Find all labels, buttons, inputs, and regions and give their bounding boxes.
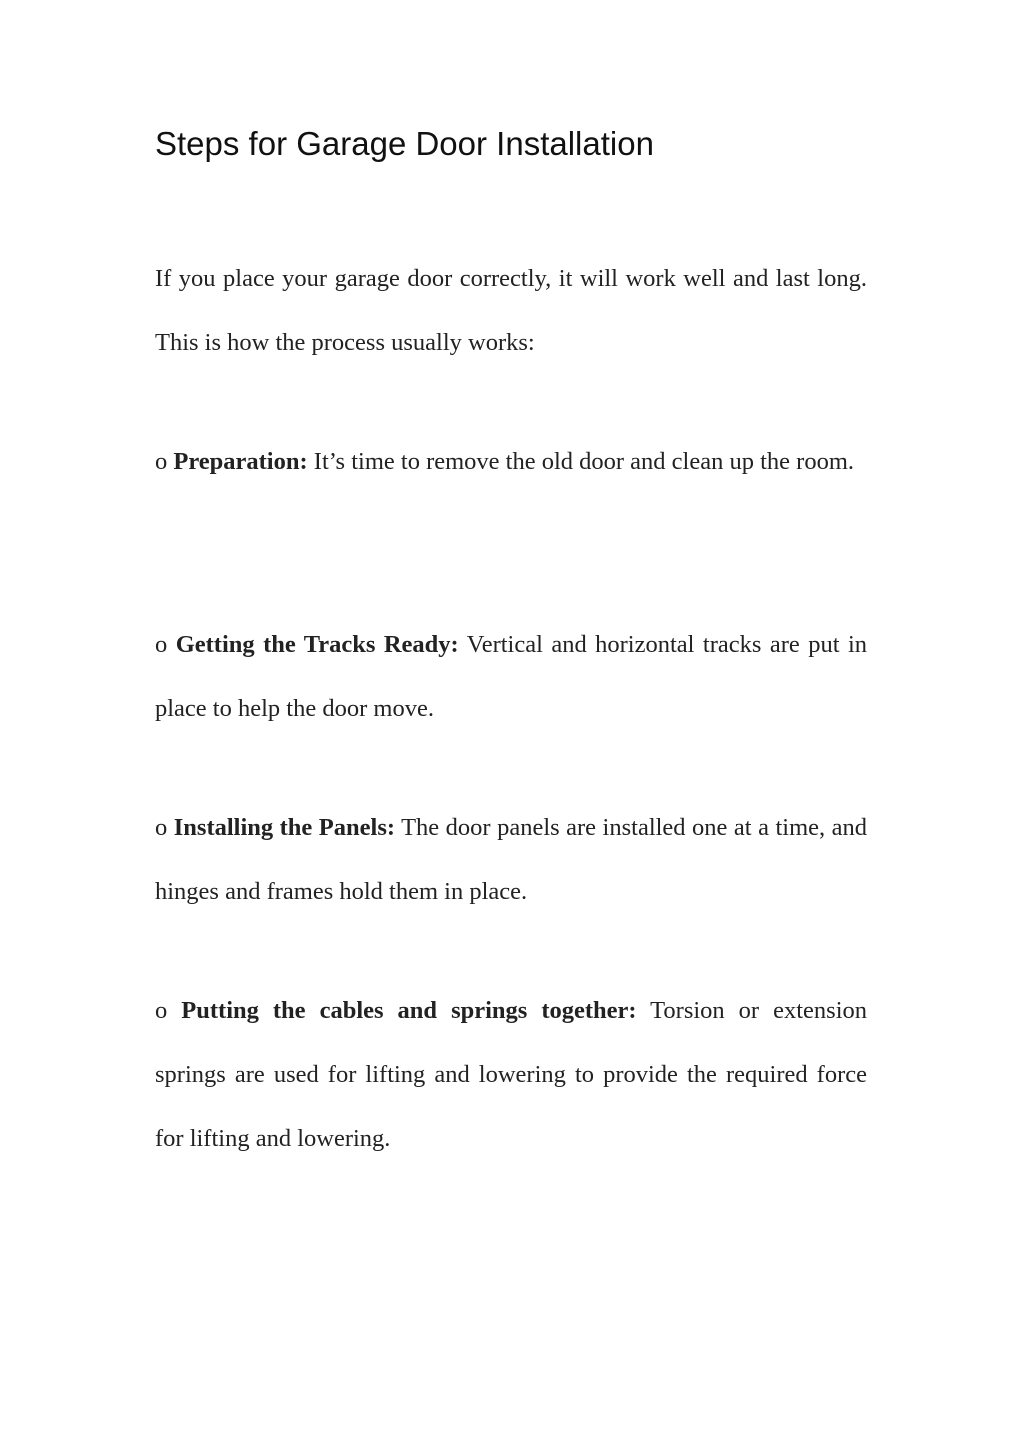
step-heading: Getting the Tracks Ready: (175, 631, 459, 658)
step-tracks (155, 613, 867, 741)
step-text: The door panels are installed one at a time, and hinges and frames hold them in place. (155, 814, 868, 905)
step-bullet: o (155, 448, 168, 475)
step-bullet: o (155, 631, 168, 658)
step-bullet: o (155, 997, 168, 1024)
intro-paragraph: If you place your garage door correctly, it will work well and last long. This is how the process usually works: (155, 265, 867, 356)
step-text: It’s time to remove the old door and clean up the room. (313, 448, 855, 475)
step-springs (155, 979, 867, 1171)
step-heading: Installing the Panels: (173, 814, 396, 841)
step-heading: Preparation: (173, 448, 308, 475)
step-text: Vertical and horizontal tracks are put in place to help the door move. (155, 631, 868, 722)
step-heading: Putting the cables and springs together: (181, 997, 637, 1024)
step-panels (155, 796, 867, 924)
step-text: Torsion or extension springs are used for lifting and lowering to provide the required force for lifting and lowering. (155, 997, 868, 1152)
step-bullet: o (155, 814, 168, 841)
step-preparation (155, 430, 867, 494)
page-title: Steps for Garage Door Installation (155, 125, 654, 162)
